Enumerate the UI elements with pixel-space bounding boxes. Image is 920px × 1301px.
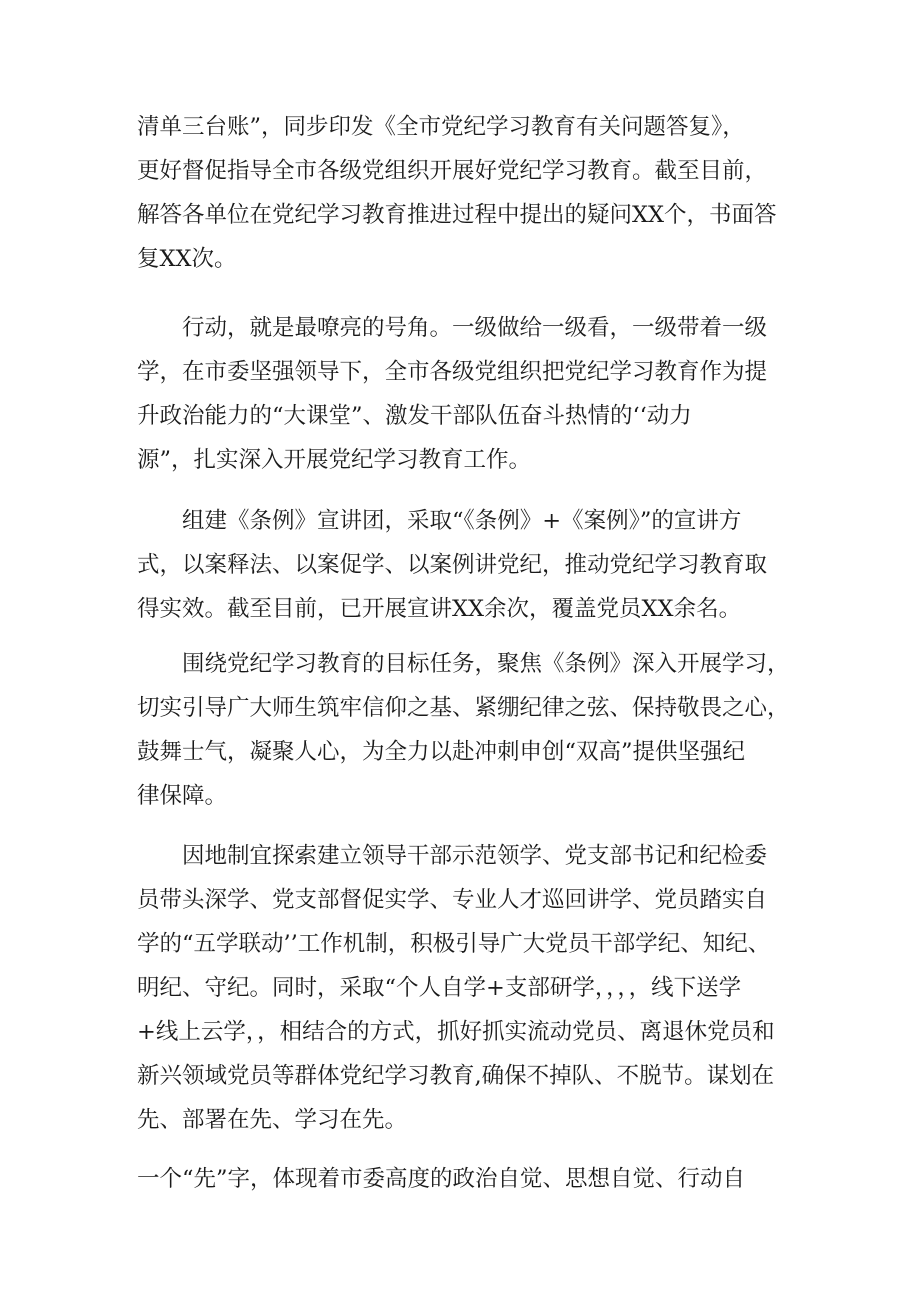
paragraph-1 — [137, 105, 777, 281]
text-line: 升政治能力的“大课堂”、激发干部队伍奋斗热情的‘‘动力 — [137, 403, 692, 429]
paragraph-5 — [137, 834, 775, 1142]
text-line: +线上云学，，相结合的方式，抓好抓实流动党员、离退休党员和 — [137, 1019, 775, 1045]
text-line: 律保障。 — [137, 783, 228, 809]
paragraph-6 — [137, 1157, 745, 1201]
text-line: 切实引导广大师生筑牢信仰之基、紧绷纪律之弦、保持敬畏之心， — [137, 695, 790, 721]
text-line: 式，以案释法、以案促学、以案例讲党纪，推动党纪学习教育取 — [137, 552, 768, 578]
text-line: 清单三台账”，同步印发《全市党纪学习教育有关问题答复》， — [137, 114, 745, 140]
text-line: 围绕党纪学习教育的目标任务，聚焦《条例》深入开展学习， — [137, 651, 790, 677]
text-line: 明纪、守纪。同时，采取“个人自学+支部研学，，，，线下送学 — [137, 975, 742, 1001]
text-line: 解答各单位在党纪学习教育推进过程中提出的疑问XX个，书面答 — [137, 202, 777, 228]
text-line: 得实效。截至目前，已开展宣讲XX余次，覆盖党员XX余名。 — [137, 596, 742, 622]
text-line: 一个“先”字，体现着市委高度的政治自觉、思想自觉、行动自 — [137, 1166, 746, 1192]
text-line: 复XX次。 — [137, 246, 237, 272]
text-line: 员带头深学、党支部督促实学、专业人才巡回讲学、党员踏实自 — [137, 887, 768, 913]
paragraph-2 — [137, 306, 767, 482]
text-line: 组建《条例》宣讲团，采取“《条例》+《案例》”的宣讲方 — [137, 508, 742, 534]
text-line: 鼓舞士气，凝聚人心，为全力以赴冲刺申创“双高”提供坚强纪 — [137, 739, 746, 765]
text-line: 学的“五学联动’’工作机制，积极引导广大党员干部学纪、知纪、 — [137, 931, 771, 957]
paragraph-4 — [137, 642, 790, 818]
text-line: 行动，就是最嘹亮的号角。一级做给一级看，一级带着一级 — [137, 315, 768, 341]
text-line: 源”，扎实深入开展党纪学习教育工作。 — [137, 447, 532, 473]
text-line: 新兴领域党员等群体党纪学习教育,确保不掉队、不脱节。谋划在 — [137, 1063, 775, 1089]
text-line: 先、部署在先、学习在先。 — [137, 1107, 408, 1133]
text-line: 学，在市委坚强领导下，全市各级党组织把党纪学习教育作为提 — [137, 359, 768, 385]
paragraph-3 — [137, 499, 767, 631]
text-line: 因地制宜探索建立领导干部示范领学、党支部书记和纪检委 — [137, 843, 768, 869]
text-line: 更好督促指导全市各级党组织开展好党纪学习教育。截至目前， — [137, 158, 768, 184]
